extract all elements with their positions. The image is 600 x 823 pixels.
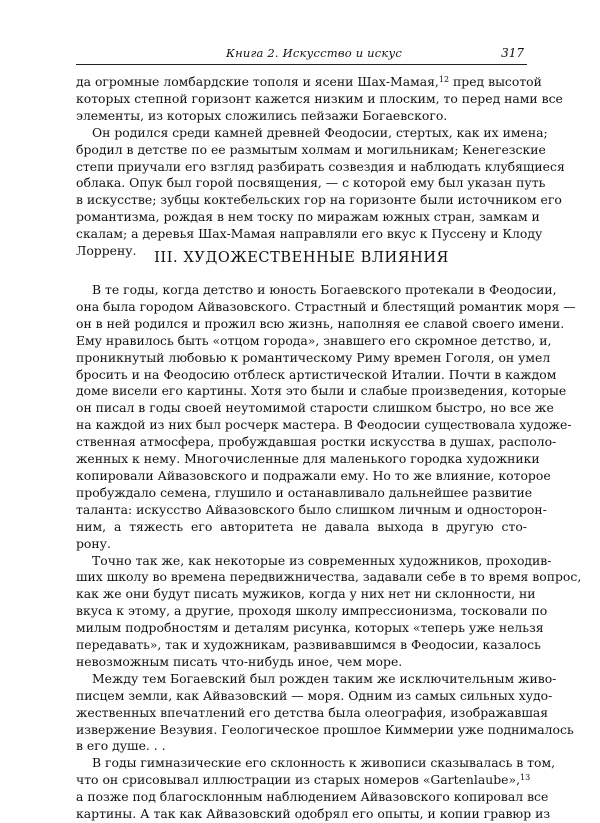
text-line: что он срисовывал иллюстрации из старых номеров «Gartenlaube»,$^{13}$ — [76, 772, 531, 788]
text-line: в искусстве; зубцы коктебельских гор на горизонте были источником его — [76, 192, 562, 208]
text-line: невозможным писать что-нибудь иное, чем море. — [76, 653, 403, 669]
text-line: ственная атмосфера, пробуждавшая ростки искусства в душах, располо- — [76, 434, 557, 450]
text-line: извержение Везувия. Геологическое прошлое Киммерии уже поднималось — [76, 721, 574, 737]
text-line: передавать», так и художникам, развивавшимся в Феодосии, казалось — [76, 637, 541, 653]
text-line: он в ней родился и прожил всю жизнь, наполняя ее славой своего имени. — [76, 315, 565, 331]
text-line: ним, а тяжесть его авторитета не давала выхода в другую сто- — [76, 518, 527, 534]
text-line: женных к нему. Многочисленные для маленького городка художники — [76, 451, 540, 467]
text-line: как же они будут писать мужиков, когда у них нет ни склонности, ни — [76, 586, 536, 602]
paragraph — [76, 282, 576, 553]
text-line: которых степной горизонт кажется низким и плоским, то перед нами все — [76, 90, 563, 106]
text-line: облака. Опук был горой посвящения, — с которой ему был указан путь — [76, 175, 546, 191]
text-line: на каждой из них был росчерк мастера. В Феодосии существовала художе- — [76, 417, 572, 433]
paragraph — [76, 755, 556, 823]
text-line: В те годы, когда детство и юность Богаевского протекали в Феодосии, — [92, 282, 557, 297]
section-body — [76, 282, 582, 823]
text-line: ших школу во времена передвижничества, задавали себе в то время вопрос, — [76, 569, 582, 585]
text-line: элементы, из которых сложились пейзажи Богаевского. — [76, 107, 448, 123]
running-header — [76, 43, 527, 63]
text-line: скалам; а деревья Шах-Мамая направляли его вкус к Пуссену и Клоду — [76, 226, 543, 242]
paragraph — [76, 670, 574, 756]
text-line: рону. — [76, 535, 111, 551]
paragraph — [76, 74, 563, 125]
footnote-ref[interactable]: 13 — [520, 773, 531, 783]
text-line: проникнутый любовью к романтическому Риму времен Гоголя, он умел — [76, 349, 551, 365]
paragraph — [76, 552, 582, 671]
text-line: копировали Айвазовского и подражали ему. Но то же влияние, которое — [76, 467, 551, 483]
text-line: да огромные ломбардские тополя и ясени Шах-Мамая,$^{12}$ пред высотой — [76, 74, 542, 89]
text-line: романтизма, рождая в нем тоску по миражам южных стран, замкам и — [76, 209, 540, 225]
text-line: Между тем Богаевский был рожден таким же исключительным живо- — [92, 670, 557, 686]
text-line: В годы гимназические его склонность к живописи сказывалась в том, — [92, 755, 556, 771]
text-line: Точно так же, как некоторые из современных художников, проходив- — [92, 552, 552, 568]
text-line: жественных впечатлений его детства была олеография, изображавшая — [76, 704, 549, 720]
page-number: 317 — [501, 46, 524, 60]
text-line: Лоррену. — [76, 243, 137, 259]
footnote-ref[interactable]: 12 — [438, 75, 450, 84]
section-heading: III. ХУДОЖЕСТВЕННЫЕ ВЛИЯНИЯ — [154, 250, 449, 266]
text-line: Ему нравилось быть «отцом города», знавшего его скромное детство, и, — [76, 332, 552, 348]
text-line: писцем земли, как Айвазовский — моря. Одним из самых сильных худо- — [76, 687, 553, 703]
text-line: доме висели его картины. Хотя это были и слабые произведения, которые — [76, 383, 567, 399]
text-line: картины. А так как Айвазовский одобрял его опыты, и копии гравюр из — [76, 806, 551, 822]
text-line: а позже под благосклонным наблюдением Айвазовского копировал все — [76, 789, 549, 805]
text-line: пробуждало семена, глушило и останавливало дальнейшее развитие — [76, 484, 533, 500]
paragraph — [76, 124, 565, 260]
running-title: Книга 2. Искусство и искус — [226, 46, 402, 60]
text-line: вкуса к этому, а другие, проходя школу импрессионизма, тосковали по — [76, 603, 548, 619]
header-rule — [76, 64, 527, 65]
text-line: таланта: искусство Айвазовского было слишком личным и односторон- — [76, 501, 547, 517]
text-line: она была городом Айвазовского. Страстный и блестящий романтик моря — — [76, 298, 576, 314]
text-line: он писал в годы своей неутомимой старости слишком быстро, но все же — [76, 400, 554, 416]
text-line: Он родился среди камней древней Феодосии, стертых, как их имена; — [92, 124, 548, 140]
text-line: бросить и на Феодосию отблеск артистической Италии. Почти в каждом — [76, 366, 557, 382]
text-line: в его душе. . . — [76, 738, 166, 754]
text-line: бродил в детстве по ее размытым холмам и могильникам; Кенегезские — [76, 141, 546, 157]
intro-text — [76, 74, 565, 260]
text-line: милым подробностям и деталям рисунка, которых «теперь уже нельзя — [76, 620, 544, 636]
text-line: степи приучали его взгляд разбирать созвездия и наблюдать клубящиеся — [76, 158, 565, 174]
